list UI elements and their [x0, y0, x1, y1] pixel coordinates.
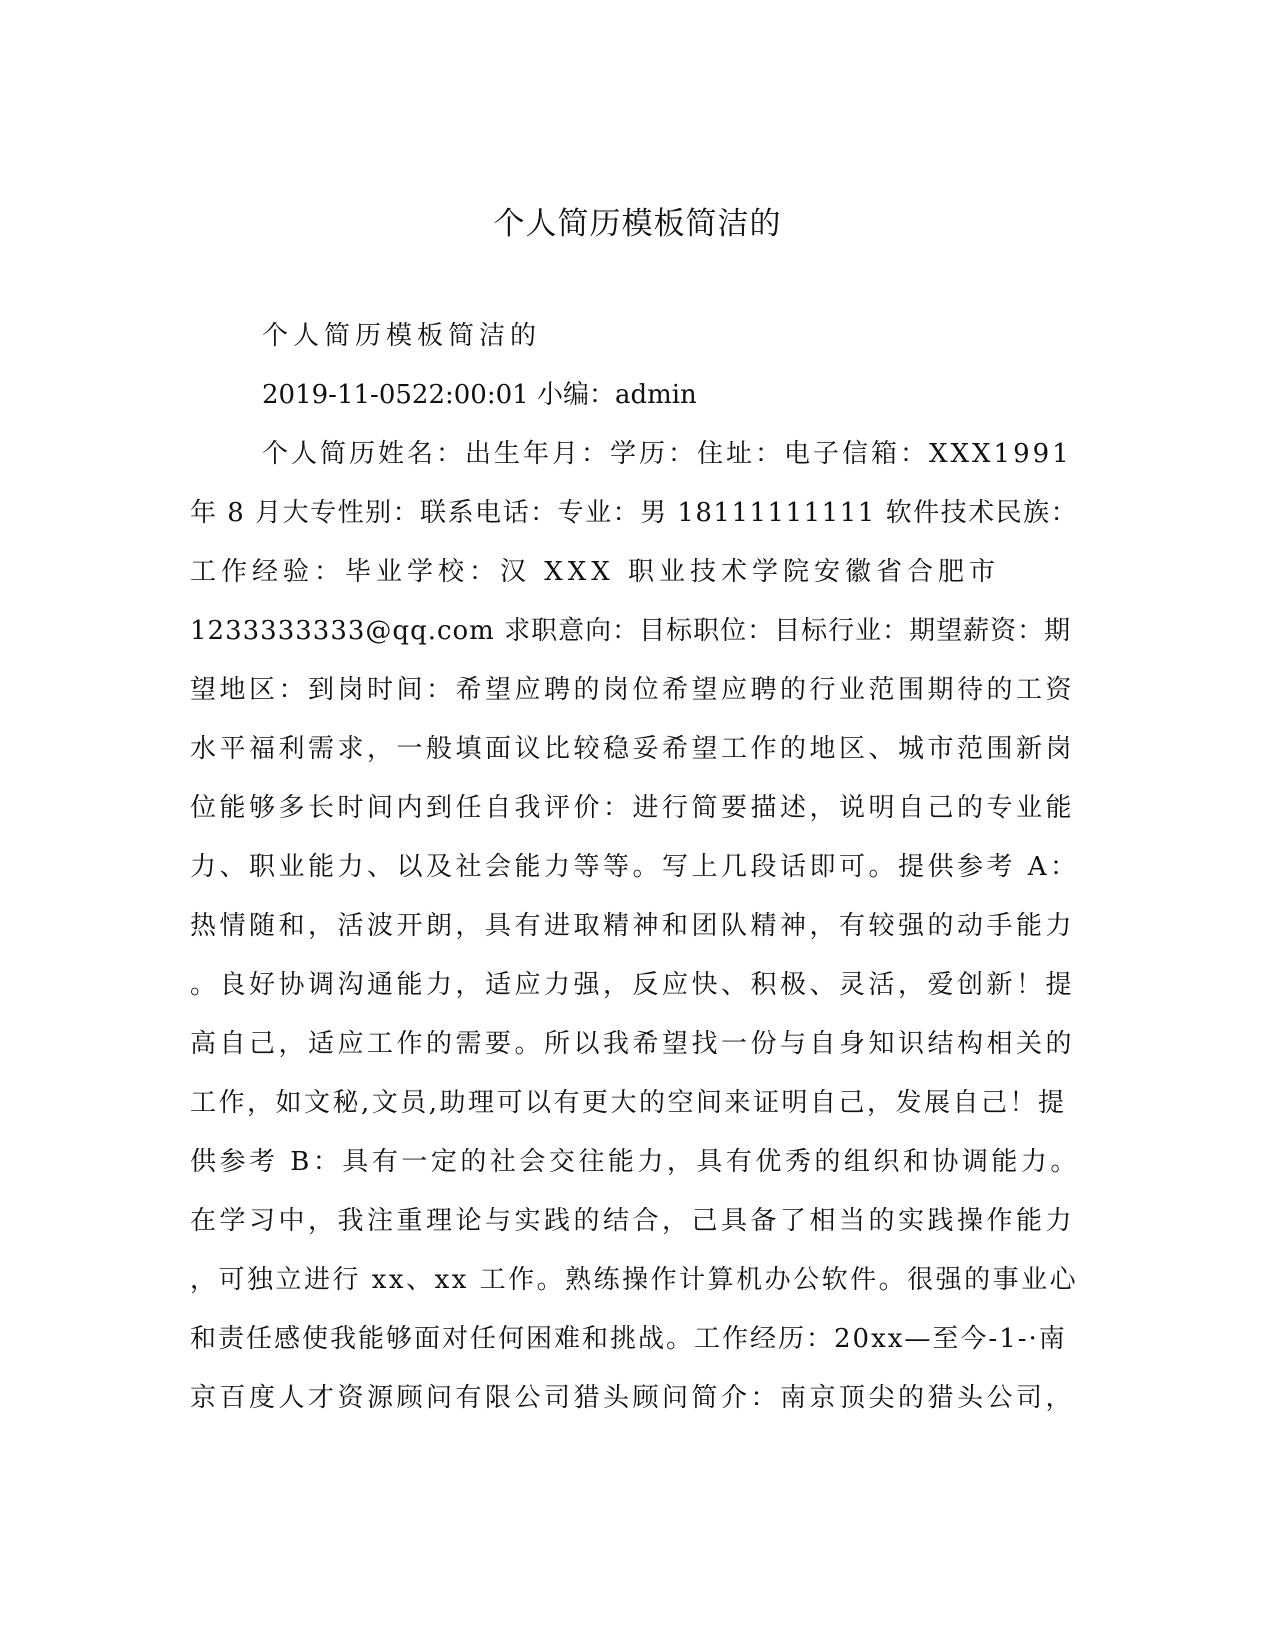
- body-line: 和责任感使我能够面对任何困难和挑战。工作经历：20xx—至今-1-·南: [190, 1324, 1067, 1354]
- body-line: 望地区：到岗时间：希望应聘的岗位希望应聘的行业范围期待的工资: [190, 675, 1076, 705]
- body-line: 高自己，适应工作的需要。所以我希望找一份与自身知识结构相关的: [190, 1029, 1076, 1059]
- body-line: ，可独立进行 xx、xx 工作。熟练操作计算机办公软件。很强的事业心: [190, 1265, 1079, 1295]
- body-line: 力、职业能力、以及社会能力等等。写上几段话即可。提供参考 A：: [190, 852, 1080, 882]
- body-line: 个人简历姓名：出生年月：学历：住址：电子信箱：XXX1991: [262, 439, 1072, 469]
- body-line: 工作，如文秘,文员,助理可以有更大的空间来证明自己，发展自己！提: [190, 1088, 1067, 1118]
- body-line: 在学习中，我注重理论与实践的结合，己具备了相当的实践操作能力: [190, 1206, 1076, 1236]
- body-line: 水平福利需求，一般填面议比较稳妥希望工作的地区、城市范围新岗: [190, 734, 1076, 764]
- body-line: 供参考 B：具有一定的社会交往能力，具有优秀的组织和协调能力。: [190, 1147, 1080, 1177]
- body-line: 年 8 月大专性别：联系电话：专业：男 18111111111 软件技术民族：: [190, 498, 1079, 528]
- document-title: 个人简历模板简洁的: [493, 206, 782, 242]
- body-line: 工作经验：毕业学校：汉 XXX 职业技术学院安徽省合肥市: [190, 557, 1001, 587]
- body-line: 1233333333@qq.com 求职意向：目标职位：目标行业：期望薪资：期: [190, 616, 1072, 646]
- body-line: 京百度人才资源顾问有限公司猎头顾问简介：南京顶尖的猎头公司，: [190, 1383, 1076, 1413]
- subtitle-line: 个人简历模板简洁的: [262, 321, 542, 351]
- body-line: 位能够多长时间内到任自我评价：进行简要描述，说明自己的专业能: [190, 793, 1076, 823]
- body-line: 热情随和，活波开朗，具有进取精神和团队精神，有较强的动手能力: [190, 911, 1076, 941]
- body-line: 。良好协调沟通能力，适应力强，反应快、积极、灵活，爱创新！提: [190, 970, 1076, 1000]
- meta-line: 2019-11-0522:00:01 小编：admin: [262, 380, 697, 410]
